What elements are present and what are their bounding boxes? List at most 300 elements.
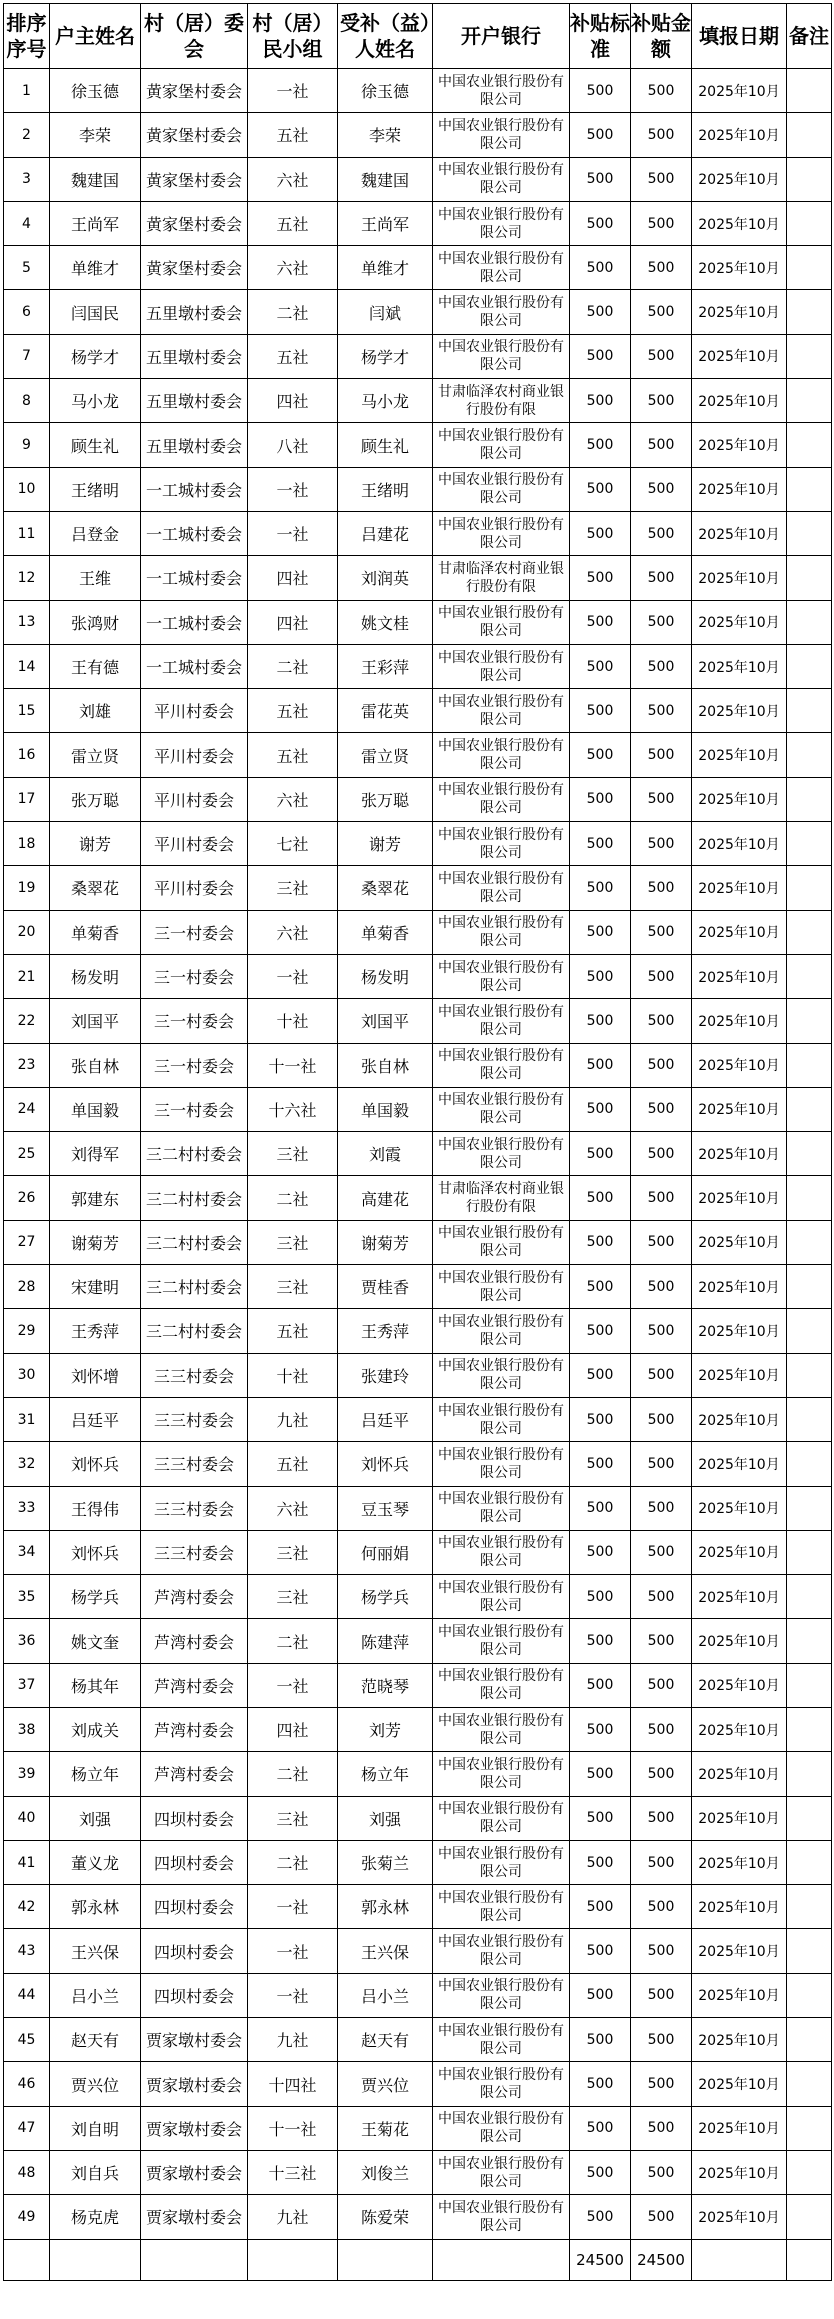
- table-row: [4, 1486, 832, 1530]
- bank-cell: 中国农业银行股份有限公司: [433, 1885, 570, 1929]
- standard-cell: 500: [570, 157, 631, 201]
- amount-cell: 500: [631, 999, 692, 1043]
- group-cell: 六社: [248, 246, 338, 290]
- recipient-cell: 单国毅: [338, 1087, 433, 1131]
- group-cell: 六社: [248, 157, 338, 201]
- bank-cell: 甘肃临泽农村商业银行股份有限: [433, 556, 570, 600]
- table-row: [4, 866, 832, 910]
- amount-cell: 500: [631, 954, 692, 998]
- bank-cell: 中国农业银行股份有限公司: [433, 866, 570, 910]
- standard-cell: 500: [570, 733, 631, 777]
- amount-cell: 500: [631, 334, 692, 378]
- totals-row: [4, 2239, 832, 2280]
- header-remarks: 备注: [787, 4, 832, 69]
- amount-cell: 500: [631, 423, 692, 467]
- householder-cell: 刘怀兵: [50, 1530, 141, 1574]
- group-cell: 四社: [248, 556, 338, 600]
- recipient-cell: 王菊花: [338, 2106, 433, 2150]
- remarks-cell: [787, 999, 832, 1043]
- seq-cell: 42: [4, 1885, 50, 1929]
- village-cell: 四坝村委会: [141, 1929, 248, 1973]
- amount-cell: 500: [631, 1973, 692, 2017]
- date-cell: 2025年10月: [692, 2195, 787, 2239]
- amount-cell: 500: [631, 1929, 692, 1973]
- table-row: [4, 1043, 832, 1087]
- seq-cell: 48: [4, 2150, 50, 2194]
- standard-cell: 500: [570, 69, 631, 113]
- seq-cell: 30: [4, 1353, 50, 1397]
- remarks-cell: [787, 1796, 832, 1840]
- date-cell: 2025年10月: [692, 1973, 787, 2017]
- standard-cell: 500: [570, 246, 631, 290]
- table-row: [4, 1087, 832, 1131]
- totals-cell: [338, 2239, 433, 2280]
- table-row: [4, 954, 832, 998]
- amount-cell: 500: [631, 733, 692, 777]
- amount-cell: 500: [631, 1752, 692, 1796]
- amount-cell: 500: [631, 777, 692, 821]
- group-cell: 八社: [248, 423, 338, 467]
- group-cell: 十一社: [248, 1043, 338, 1087]
- group-cell: 三社: [248, 1530, 338, 1574]
- householder-cell: 刘自明: [50, 2106, 141, 2150]
- bank-cell: 中国农业银行股份有限公司: [433, 2195, 570, 2239]
- date-cell: 2025年10月: [692, 644, 787, 688]
- table-row: [4, 157, 832, 201]
- date-cell: 2025年10月: [692, 2150, 787, 2194]
- amount-cell: 500: [631, 1885, 692, 1929]
- seq-cell: 32: [4, 1442, 50, 1486]
- householder-cell: 顾生礼: [50, 423, 141, 467]
- remarks-cell: [787, 1575, 832, 1619]
- recipient-cell: 刘怀兵: [338, 1442, 433, 1486]
- date-cell: 2025年10月: [692, 999, 787, 1043]
- table-row: [4, 1707, 832, 1751]
- recipient-cell: 刘强: [338, 1796, 433, 1840]
- group-cell: 一社: [248, 1885, 338, 1929]
- standard-cell: 500: [570, 1530, 631, 1574]
- group-cell: 三社: [248, 1796, 338, 1840]
- village-cell: 黄家堡村委会: [141, 157, 248, 201]
- recipient-cell: 王绪明: [338, 467, 433, 511]
- group-cell: 九社: [248, 2018, 338, 2062]
- table-row: [4, 334, 832, 378]
- group-cell: 二社: [248, 644, 338, 688]
- amount-cell: 500: [631, 2106, 692, 2150]
- group-cell: 五社: [248, 334, 338, 378]
- bank-cell: 中国农业银行股份有限公司: [433, 644, 570, 688]
- seq-cell: 1: [4, 69, 50, 113]
- standard-cell: 500: [570, 1442, 631, 1486]
- recipient-cell: 刘润英: [338, 556, 433, 600]
- date-cell: 2025年10月: [692, 511, 787, 555]
- remarks-cell: [787, 910, 832, 954]
- seq-cell: 17: [4, 777, 50, 821]
- householder-cell: 姚文奎: [50, 1619, 141, 1663]
- village-cell: 一工城村委会: [141, 600, 248, 644]
- standard-cell: 500: [570, 1309, 631, 1353]
- householder-cell: 李荣: [50, 113, 141, 157]
- remarks-cell: [787, 1220, 832, 1264]
- recipient-cell: 刘霞: [338, 1132, 433, 1176]
- table-row: [4, 201, 832, 245]
- village-cell: 三一村委会: [141, 1087, 248, 1131]
- amount-cell: 500: [631, 1176, 692, 1220]
- date-cell: 2025年10月: [692, 1796, 787, 1840]
- date-cell: 2025年10月: [692, 1132, 787, 1176]
- table-row: [4, 1132, 832, 1176]
- recipient-cell: 顾生礼: [338, 423, 433, 467]
- amount-cell: 500: [631, 2150, 692, 2194]
- bank-cell: 中国农业银行股份有限公司: [433, 511, 570, 555]
- amount-cell: 500: [631, 511, 692, 555]
- recipient-cell: 刘俊兰: [338, 2150, 433, 2194]
- group-cell: 六社: [248, 777, 338, 821]
- standard-cell: 500: [570, 2062, 631, 2106]
- date-cell: 2025年10月: [692, 866, 787, 910]
- seq-cell: 47: [4, 2106, 50, 2150]
- date-cell: 2025年10月: [692, 1043, 787, 1087]
- bank-cell: 中国农业银行股份有限公司: [433, 1043, 570, 1087]
- bank-cell: 中国农业银行股份有限公司: [433, 334, 570, 378]
- householder-cell: 雷立贤: [50, 733, 141, 777]
- date-cell: 2025年10月: [692, 600, 787, 644]
- bank-cell: 中国农业银行股份有限公司: [433, 954, 570, 998]
- bank-cell: 中国农业银行股份有限公司: [433, 201, 570, 245]
- standard-cell: 500: [570, 954, 631, 998]
- bank-cell: 中国农业银行股份有限公司: [433, 1397, 570, 1441]
- seq-cell: 20: [4, 910, 50, 954]
- standard-cell: 500: [570, 910, 631, 954]
- standard-cell: 500: [570, 2106, 631, 2150]
- householder-cell: 王绪明: [50, 467, 141, 511]
- table-row: [4, 1265, 832, 1309]
- seq-cell: 15: [4, 689, 50, 733]
- amount-cell: 500: [631, 467, 692, 511]
- village-cell: 黄家堡村委会: [141, 201, 248, 245]
- remarks-cell: [787, 1973, 832, 2017]
- seq-cell: 14: [4, 644, 50, 688]
- standard-cell: 500: [570, 467, 631, 511]
- table-row: [4, 1663, 832, 1707]
- village-cell: 芦湾村委会: [141, 1752, 248, 1796]
- remarks-cell: [787, 1619, 832, 1663]
- table-row: [4, 600, 832, 644]
- remarks-cell: [787, 1530, 832, 1574]
- remarks-cell: [787, 2062, 832, 2106]
- householder-cell: 王尚军: [50, 201, 141, 245]
- seq-cell: 25: [4, 1132, 50, 1176]
- seq-cell: 12: [4, 556, 50, 600]
- remarks-cell: [787, 201, 832, 245]
- group-cell: 二社: [248, 1619, 338, 1663]
- standard-cell: 500: [570, 1619, 631, 1663]
- householder-cell: 王兴保: [50, 1929, 141, 1973]
- amount-cell: 500: [631, 1132, 692, 1176]
- recipient-cell: 马小龙: [338, 379, 433, 423]
- recipient-cell: 杨学才: [338, 334, 433, 378]
- remarks-cell: [787, 1132, 832, 1176]
- village-cell: 黄家堡村委会: [141, 246, 248, 290]
- recipient-cell: 豆玉琴: [338, 1486, 433, 1530]
- bank-cell: 中国农业银行股份有限公司: [433, 467, 570, 511]
- village-cell: 芦湾村委会: [141, 1707, 248, 1751]
- amount-cell: 500: [631, 689, 692, 733]
- date-cell: 2025年10月: [692, 69, 787, 113]
- householder-cell: 刘雄: [50, 689, 141, 733]
- table-row: [4, 644, 832, 688]
- householder-cell: 董义龙: [50, 1840, 141, 1884]
- village-cell: 一工城村委会: [141, 556, 248, 600]
- recipient-cell: 郭永林: [338, 1885, 433, 1929]
- recipient-cell: 范晓琴: [338, 1663, 433, 1707]
- bank-cell: 中国农业银行股份有限公司: [433, 1575, 570, 1619]
- group-cell: 三社: [248, 1265, 338, 1309]
- seq-cell: 8: [4, 379, 50, 423]
- amount-cell: 500: [631, 1265, 692, 1309]
- seq-cell: 4: [4, 201, 50, 245]
- recipient-cell: 单维才: [338, 246, 433, 290]
- amount-cell: 500: [631, 1397, 692, 1441]
- recipient-cell: 贾桂香: [338, 1265, 433, 1309]
- seq-cell: 5: [4, 246, 50, 290]
- amount-cell: 500: [631, 1220, 692, 1264]
- seq-cell: 26: [4, 1176, 50, 1220]
- group-cell: 五社: [248, 689, 338, 733]
- date-cell: 2025年10月: [692, 2106, 787, 2150]
- recipient-cell: 杨发明: [338, 954, 433, 998]
- date-cell: 2025年10月: [692, 379, 787, 423]
- date-cell: 2025年10月: [692, 1353, 787, 1397]
- table-row: [4, 1619, 832, 1663]
- bank-cell: 中国农业银行股份有限公司: [433, 1752, 570, 1796]
- householder-cell: 张万聪: [50, 777, 141, 821]
- recipient-cell: 谢菊芳: [338, 1220, 433, 1264]
- recipient-cell: 吕廷平: [338, 1397, 433, 1441]
- header-recipient: 受补（益）人姓名: [338, 4, 433, 69]
- table-row: [4, 1309, 832, 1353]
- village-cell: 三二村村委会: [141, 1309, 248, 1353]
- date-cell: 2025年10月: [692, 201, 787, 245]
- amount-cell: 500: [631, 2195, 692, 2239]
- standard-cell: 500: [570, 1707, 631, 1751]
- householder-cell: 郭建东: [50, 1176, 141, 1220]
- householder-cell: 谢芳: [50, 822, 141, 866]
- subsidy-table: [3, 3, 832, 2281]
- householder-cell: 谢菊芳: [50, 1220, 141, 1264]
- group-cell: 五社: [248, 201, 338, 245]
- table-row: [4, 1796, 832, 1840]
- amount-cell: 500: [631, 1486, 692, 1530]
- seq-cell: 45: [4, 2018, 50, 2062]
- recipient-cell: 王秀萍: [338, 1309, 433, 1353]
- header-group: 村（居）民小组: [248, 4, 338, 69]
- seq-cell: 29: [4, 1309, 50, 1353]
- seq-cell: 46: [4, 2062, 50, 2106]
- totals-cell: [692, 2239, 787, 2280]
- standard-cell: 500: [570, 1929, 631, 1973]
- recipient-cell: 魏建国: [338, 157, 433, 201]
- householder-cell: 吕登金: [50, 511, 141, 555]
- group-cell: 二社: [248, 1840, 338, 1884]
- table-row: [4, 1575, 832, 1619]
- totals-cell: [433, 2239, 570, 2280]
- date-cell: 2025年10月: [692, 290, 787, 334]
- recipient-cell: 何丽娟: [338, 1530, 433, 1574]
- date-cell: 2025年10月: [692, 423, 787, 467]
- header-amount: 补贴金额: [631, 4, 692, 69]
- table-row: [4, 822, 832, 866]
- standard-cell: 500: [570, 290, 631, 334]
- bank-cell: 中国农业银行股份有限公司: [433, 1663, 570, 1707]
- standard-cell: 500: [570, 1397, 631, 1441]
- amount-cell: 500: [631, 1309, 692, 1353]
- bank-cell: 中国农业银行股份有限公司: [433, 1973, 570, 2017]
- remarks-cell: [787, 1885, 832, 1929]
- householder-cell: 杨其年: [50, 1663, 141, 1707]
- seq-cell: 40: [4, 1796, 50, 1840]
- householder-cell: 宋建明: [50, 1265, 141, 1309]
- village-cell: 黄家堡村委会: [141, 113, 248, 157]
- group-cell: 四社: [248, 600, 338, 644]
- totals-cell: [141, 2239, 248, 2280]
- seq-cell: 16: [4, 733, 50, 777]
- remarks-cell: [787, 1929, 832, 1973]
- bank-cell: 中国农业银行股份有限公司: [433, 600, 570, 644]
- group-cell: 九社: [248, 1397, 338, 1441]
- bank-cell: 中国农业银行股份有限公司: [433, 1486, 570, 1530]
- recipient-cell: 贾兴位: [338, 2062, 433, 2106]
- amount-cell: 500: [631, 1840, 692, 1884]
- householder-cell: 杨发明: [50, 954, 141, 998]
- date-cell: 2025年10月: [692, 1265, 787, 1309]
- amount-cell: 500: [631, 1663, 692, 1707]
- householder-cell: 刘强: [50, 1796, 141, 1840]
- householder-cell: 单国毅: [50, 1087, 141, 1131]
- amount-cell: 500: [631, 2062, 692, 2106]
- table-row: [4, 1176, 832, 1220]
- date-cell: 2025年10月: [692, 1619, 787, 1663]
- date-cell: 2025年10月: [692, 954, 787, 998]
- date-cell: 2025年10月: [692, 1087, 787, 1131]
- header-householder: 户主姓名: [50, 4, 141, 69]
- remarks-cell: [787, 2150, 832, 2194]
- remarks-cell: [787, 246, 832, 290]
- remarks-cell: [787, 423, 832, 467]
- header-row: [4, 4, 832, 69]
- standard-cell: 500: [570, 2150, 631, 2194]
- remarks-cell: [787, 1442, 832, 1486]
- table-row: [4, 423, 832, 467]
- remarks-cell: [787, 1265, 832, 1309]
- remarks-cell: [787, 1087, 832, 1131]
- householder-cell: 单菊香: [50, 910, 141, 954]
- table-row: [4, 379, 832, 423]
- header-standard: 补贴标准: [570, 4, 631, 69]
- group-cell: 六社: [248, 1486, 338, 1530]
- householder-cell: 杨学兵: [50, 1575, 141, 1619]
- remarks-cell: [787, 1663, 832, 1707]
- table-row: [4, 999, 832, 1043]
- bank-cell: 中国农业银行股份有限公司: [433, 1796, 570, 1840]
- seq-cell: 24: [4, 1087, 50, 1131]
- bank-cell: 中国农业银行股份有限公司: [433, 1309, 570, 1353]
- recipient-cell: 赵天有: [338, 2018, 433, 2062]
- bank-cell: 中国农业银行股份有限公司: [433, 2150, 570, 2194]
- householder-cell: 赵天有: [50, 2018, 141, 2062]
- householder-cell: 张鸿财: [50, 600, 141, 644]
- standard-cell: 500: [570, 600, 631, 644]
- group-cell: 五社: [248, 113, 338, 157]
- seq-cell: 28: [4, 1265, 50, 1309]
- recipient-cell: 李荣: [338, 113, 433, 157]
- table-row: [4, 1397, 832, 1441]
- amount-cell: 500: [631, 910, 692, 954]
- recipient-cell: 徐玉德: [338, 69, 433, 113]
- village-cell: 三二村村委会: [141, 1132, 248, 1176]
- recipient-cell: 单菊香: [338, 910, 433, 954]
- remarks-cell: [787, 600, 832, 644]
- householder-cell: 徐玉德: [50, 69, 141, 113]
- bank-cell: 中国农业银行股份有限公司: [433, 1840, 570, 1884]
- date-cell: 2025年10月: [692, 1663, 787, 1707]
- householder-cell: 郭永林: [50, 1885, 141, 1929]
- group-cell: 一社: [248, 467, 338, 511]
- table-row: [4, 556, 832, 600]
- group-cell: 二社: [248, 1176, 338, 1220]
- village-cell: 平川村委会: [141, 777, 248, 821]
- village-cell: 三三村委会: [141, 1442, 248, 1486]
- bank-cell: 中国农业银行股份有限公司: [433, 1220, 570, 1264]
- group-cell: 四社: [248, 379, 338, 423]
- date-cell: 2025年10月: [692, 1397, 787, 1441]
- standard-cell: 500: [570, 822, 631, 866]
- group-cell: 十社: [248, 1353, 338, 1397]
- group-cell: 三社: [248, 1132, 338, 1176]
- seq-cell: 41: [4, 1840, 50, 1884]
- table-row: [4, 1220, 832, 1264]
- remarks-cell: [787, 1043, 832, 1087]
- date-cell: 2025年10月: [692, 1707, 787, 1751]
- village-cell: 四坝村委会: [141, 1973, 248, 2017]
- remarks-cell: [787, 1486, 832, 1530]
- table-row: [4, 246, 832, 290]
- village-cell: 三二村村委会: [141, 1220, 248, 1264]
- date-cell: 2025年10月: [692, 1486, 787, 1530]
- header-date: 填报日期: [692, 4, 787, 69]
- householder-cell: 闫国民: [50, 290, 141, 334]
- recipient-cell: 杨立年: [338, 1752, 433, 1796]
- remarks-cell: [787, 644, 832, 688]
- householder-cell: 王有德: [50, 644, 141, 688]
- amount-cell: 500: [631, 1796, 692, 1840]
- householder-cell: 桑翠花: [50, 866, 141, 910]
- village-cell: 一工城村委会: [141, 511, 248, 555]
- village-cell: 四坝村委会: [141, 1885, 248, 1929]
- village-cell: 三二村村委会: [141, 1265, 248, 1309]
- group-cell: 三社: [248, 1575, 338, 1619]
- remarks-cell: [787, 1176, 832, 1220]
- amount-cell: 500: [631, 113, 692, 157]
- householder-cell: 张自林: [50, 1043, 141, 1087]
- date-cell: 2025年10月: [692, 2062, 787, 2106]
- amount-cell: 500: [631, 2018, 692, 2062]
- date-cell: 2025年10月: [692, 1220, 787, 1264]
- remarks-cell: [787, 954, 832, 998]
- date-cell: 2025年10月: [692, 113, 787, 157]
- amount-cell: 500: [631, 1087, 692, 1131]
- standard-cell: 500: [570, 1353, 631, 1397]
